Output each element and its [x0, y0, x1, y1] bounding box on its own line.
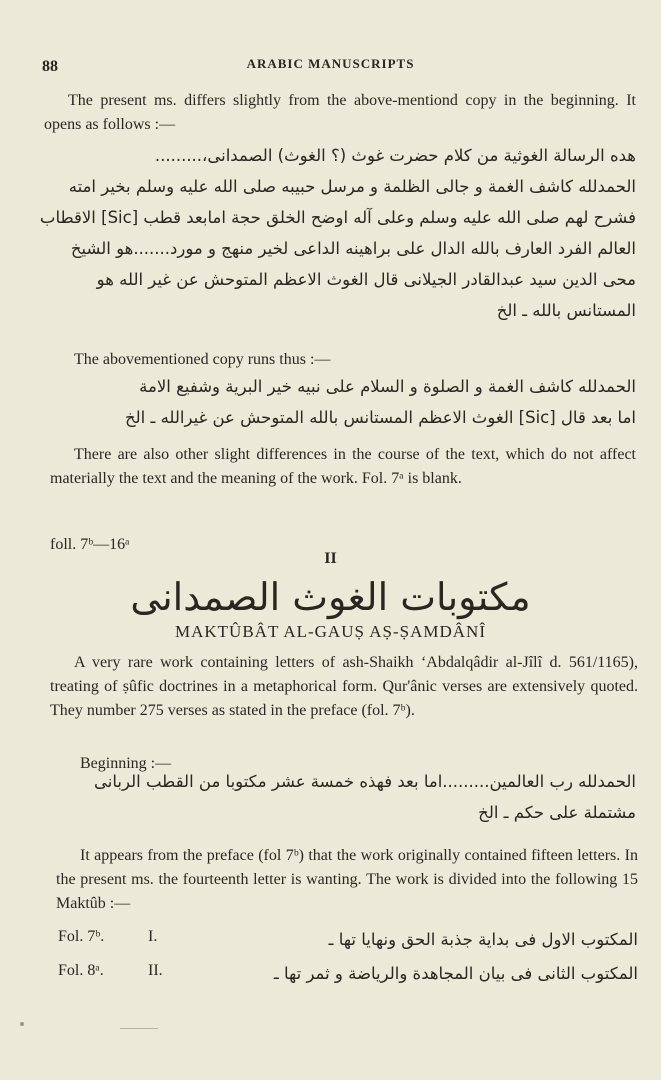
abovementioned-label: The abovementioned copy runs thus :— — [74, 351, 331, 368]
arabic-line: العالم الفرد العارف بالله الدال على براهينه الداعى لخير منهج و مورد.......هو الشيخ — [70, 239, 636, 258]
maktub-folio: Fol. 7ᵇ. — [58, 928, 105, 945]
arabic-line: الحمدلله رب العالمين.........اما بعد فهذه خمسة عشر مكتوبا من القطب الربانى — [94, 772, 636, 791]
section-title-english: MAKTÛBÂT AL-GAUṢ AṢ-ṢAMDÂNÎ — [175, 622, 486, 641]
maktub-title-arabic: المكتوب الثانى فى بيان المجاهدة والرياضة و ثمر تها ـ — [273, 964, 638, 983]
section-title-arabic: مكتوبات الغوث الصمدانى — [130, 575, 531, 619]
abovementioned-arabic-block — [44, 371, 636, 433]
arabic-line: محى الدين سيد عبدالقادر الجيلانى قال الغوث الاعظم المتوحش عن غير الله هو — [96, 270, 636, 289]
section-description: A very rare work containing letters of ash-Shaikh ‘Abdalqâdir al-Jîlî d. 561/1165), treating of ṣûfic doctrines in a metaphorical form. Qur'ânic verses are extensively quoted. They number 275 verses as stated in the preface (fol. 7ᵇ). — [50, 654, 638, 719]
paper-mark — [120, 1028, 158, 1029]
arabic-line: الحمدلله كاشف الغمة و جالى الظلمة و مرسل حبيبه صلى الله عليه وسلم بخير امته — [68, 177, 636, 196]
arabic-line: الحمدلله كاشف الغمة و الصلوة و السلام على نبيه خير البرية وشفيع الامة — [139, 377, 636, 396]
maktub-number: II. — [148, 962, 163, 979]
beginning-label: Beginning :— — [80, 755, 172, 772]
beginning-arabic-block — [44, 766, 636, 828]
arabic-line: فشرح لهم صلى الله عليه وسلم وعلى آله اوضح الخلق حجة امابعد قطب [Sic] الاقطاب — [39, 208, 636, 227]
folio-range: foll. 7ᵇ—16ᵃ — [50, 536, 130, 553]
running-head: ARABIC MANUSCRIPTS — [246, 56, 415, 71]
intro-paragraph: The present ms. differs slightly from the above-mentiond copy in the beginning. It opens as follows :— — [44, 92, 636, 133]
maktub-number: I. — [148, 928, 158, 945]
paper-speck — [20, 1022, 24, 1026]
section-number: II — [324, 550, 337, 567]
differences-paragraph: There are also other slight differences in the course of the text, which do not affect materially the text and the meaning of the work. Fol. 7ᵃ is blank. — [50, 446, 636, 487]
arabic-line: هده الرسالة الغوثية من كلام حضرت غوث (؟ الغوث) الصمدانى،......... — [154, 146, 636, 165]
preface-paragraph: It appears from the preface (fol 7ᵇ) that the work originally contained fifteen letters. In the present ms. the fourteenth letter is wanting. The work is divided into the following 15 Maktûb :— — [56, 847, 638, 912]
intro-arabic-block — [39, 140, 636, 326]
arabic-line: المستانس بالله ـ الخ — [496, 301, 636, 320]
maktub-folio: Fol. 8ᵃ. — [58, 962, 104, 979]
page-number: 88 — [42, 58, 58, 75]
arabic-line: مشتملة على حكم ـ الخ — [478, 803, 636, 822]
maktub-title-arabic: المكتوب الاول فى بداية جذبة الحق ونهايا تها ـ — [328, 930, 638, 949]
arabic-line: اما بعد قال [Sic] الغوث الاعظم المستانس بالله المتوحش عن غيرالله ـ الخ — [125, 408, 636, 427]
